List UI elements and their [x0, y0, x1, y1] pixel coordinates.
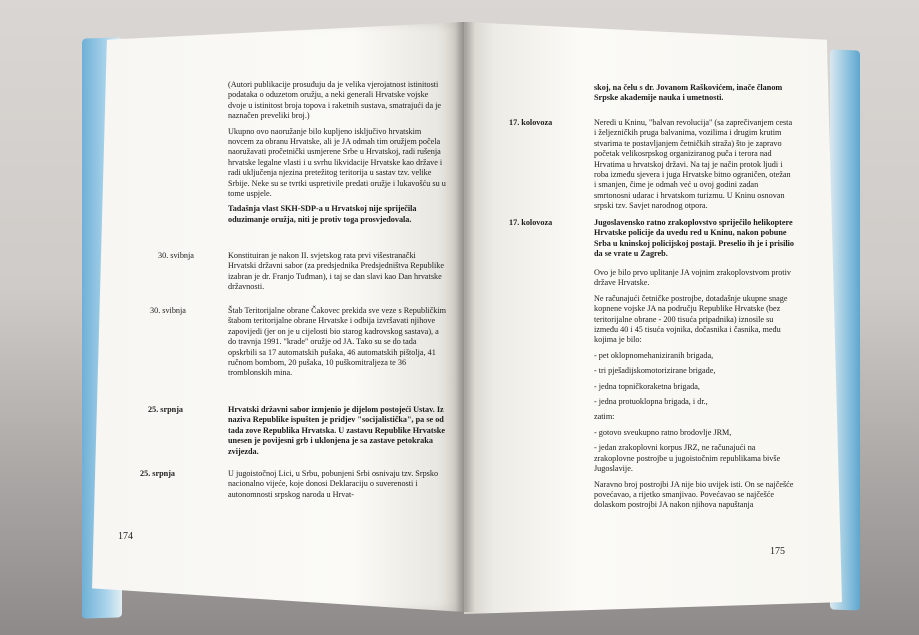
- book-spine-shadow: [455, 22, 475, 612]
- intro-paragraph: Ukupno ovo naoružanje bilo kupljeno isključivo hrvatskim novcem za obranu Hrvatske, ali je JA odmah tim oružjem počela naoružavati pročetnički usmjerene Srbe u Hrvatskoj, radi rušenja hrvatske legalne vlasti i u svrhu likvidacije Hrvatske kao države i radi uključenja njezina pretežitog teritorija u sastav tzv. velike Srbije. Neke su se tvrtki uspretivile predati oružje i lukavošću su u tome uspjele.: [228, 126, 446, 199]
- zatim-label: zatim:: [594, 412, 615, 422]
- entry-date: 30. svibnja: [150, 306, 186, 315]
- list-item: - tri pješadijskomotorizirane brigade,: [594, 366, 716, 376]
- entry-text: Neredi u Kninu, "balvan revolucija" (sa zaprečivanjem cesta i željezničkih pruga balvanima, vozilima i drugim krutim stvarima te postavljanjem četničkih straža) što je zapravo početak velikosrpskog organiziranog puča i terora nad Hrvatima u hrvatskoj državi. Na taj je način protok ljudi i roba između sjevera i juga Hrvatske bitno ograničen, otežan i smanjen, čime je odmah već u ovoj godini zadan smrtonosni udarac i hrvatskom turizmu. U Kninu osnovan srpski tzv. Savjet narodnog otpora.: [594, 118, 793, 211]
- continuation-text: skoj, na čelu s dr. Jovanom Raškovićem, inače članom Srpske akademije nauka i umetnosti.: [594, 83, 783, 103]
- body-paragraph: Ne računajući četničke postrojbe, dotadašnje ukupne snage kopnene vojske JA na području Republike Hrvatske (bez teritorijalne obrane - 200 tisuća pripadnika) iznosile su između 40 i 45 tisuća vojnika, dočasnika i časnika, među kojima je bilo:: [594, 293, 788, 345]
- entry-date: 17. kolovoza: [509, 218, 553, 227]
- list-item: - jedna topničkoraketna brigada,: [594, 381, 700, 391]
- entry-text: Štab Teritorijalne obrane Čakovec prekida sve veze s Republičkim štabom teritorijalne obrane Hrvatske i odbija izvršavati njihove zapovijedi (jer on je u cijelosti bio starog kadrovskog sastava), a do travnja 1991. "krade" oružje od JA. Tako su se do tada opskrbili sa 17 automatskih pušaka, 46 automatskih pištolja, 41 ručnom bombom, 20 pušaka, 10 puškomitraljeza te 36 tromblonskih mina.: [228, 306, 446, 378]
- body-paragraph: Naravno broj postrojbi JA nije bio uvijek isti. On se najčešće povećavao, a rijetko smanjivao. Povećavao se najčešće dolaskom postrojbi JA nakon njihova napuštanja: [594, 479, 794, 510]
- left-intro: [228, 80, 446, 230]
- right-body: [594, 268, 794, 516]
- entry-date: 25. srpnja: [148, 405, 184, 414]
- entry-date: 30. svibnja: [158, 251, 194, 260]
- entry-text: Hrvatski državni sabor izmjenio je dijelom postojeći Ustav. Iz naziva Republike ispušten je pridjev "socijalistička", pa se od tada zove Republika Hrvatska. U zastavu Republike Hrvatske unesen je povijesni grb i uklonjena je sa zastave petokraka zvijezda.: [228, 405, 445, 456]
- intro-paragraph: Tadašnja vlast SKH-SDP-a u Hrvatskoj nije spriječila oduzimanje oružja, niti je protiv toga prosvjedovala.: [228, 204, 417, 224]
- page-number-left: 174: [118, 531, 133, 542]
- list-item: - gotovo sveukupno ratno brodovlje JRM,: [594, 427, 732, 437]
- list-item: - jedan zrakoplovni korpus JRZ, ne računajući na zrakoplovne postrojbe u jugoistočnim republikama bivše Jugoslavije.: [594, 443, 781, 474]
- entry-text: Jugoslavensko ratno zrakoplovstvo spriječilo helikoptere Hrvatske policije da uvedu red u Kninu, nakon pobune Srba u kninskoj policijskoj postaji. Preselio ih je i prisilio da se vrate u Zagreb.: [594, 218, 795, 259]
- entry-text: Konstituiran je nakon II. svjetskog rata prvi višestranački Hrvatski državni sabor (za predsjednika Predsjedništva Republike izabran je dr. Franjo Tuđman), i taj se dan slavi kao Dan hrvatske državnosti.: [228, 251, 444, 292]
- list-item: - pet oklopnomehaniziranih brigada,: [594, 350, 714, 360]
- list-item: - jedna protuoklopna brigada, i dr.,: [594, 397, 708, 407]
- entry-date: 17. kolovoza: [509, 118, 553, 127]
- intro-paragraph: (Autori publikacije prosuđuju da je velika vjerojatnost istinitosti podataka o oduzetom oružju, a neki generali Hrvatske vojske dvoje u istinitost broja topova i raketnih sustava, smatrajući da je naznačen preveliki broj.): [228, 80, 442, 121]
- entry-date: 25. srpnja: [140, 469, 176, 478]
- entry-text: U jugoistočnoj Lici, u Srbu, pobunjeni Srbi osnivaju tzv. Srpsko nacionalno vijeće, koje donosi Deklaraciju o suverenosti i autonomnosti srpskog naroda u Hrvat-: [228, 469, 439, 499]
- page-number-right: 175: [770, 546, 785, 557]
- body-paragraph: Ovo je bilo prvo uplitanje JA vojnim zrakoplovstvom protiv države Hrvatske.: [594, 268, 791, 288]
